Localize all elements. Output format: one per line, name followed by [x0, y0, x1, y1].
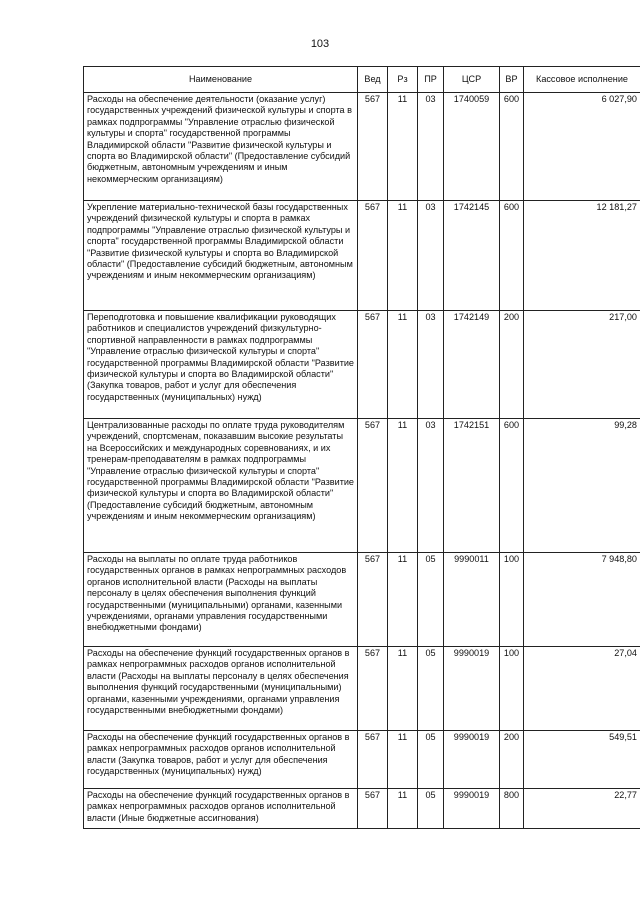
row-name: Переподготовка и повышение квалификации руководящих работников и специалистов учреждений физкультурно-спортивной направленности в рамках подпрограммы "Управление отраслью физической культуры и спорта" государственной программы Владимирской области "Развитие физической культуры и спорта во Владимирской области" (Закупка товаров, работ и услуг для обеспечения государственных (муниципальных) нужд) — [84, 311, 358, 419]
row-sum: 549,51 — [524, 731, 640, 789]
row-rz: 11 — [388, 201, 418, 311]
row-sum: 12 181,27 — [524, 201, 640, 311]
row-vr: 800 — [500, 789, 524, 829]
header-sum: Кассовое исполнение — [524, 67, 640, 93]
table-row — [84, 311, 640, 419]
table-row — [84, 419, 640, 553]
row-name: Расходы на обеспечение функций государственных органов в рамках непрограммных расходов органов исполнительной власти (Закупка товаров, работ и услуг для обеспечения государственных (муниципальных) нужд) — [84, 731, 358, 789]
row-sum: 27,04 — [524, 647, 640, 731]
row-csr: 1742145 — [444, 201, 500, 311]
table-row — [84, 553, 640, 647]
row-ved: 567 — [358, 647, 388, 731]
row-vr: 600 — [500, 419, 524, 553]
table-row — [84, 201, 640, 311]
row-name: Расходы на обеспечение деятельности (оказание услуг) государственных учреждений физической культуры и спорта в рамках подпрограммы "Управление отраслью физической культуры и спорта" государственной программы Владимирской области "Развитие физической культуры и спорта во Владимирской области" (Предоставление субсидий бюджетным, автономным учреждениям и иным некоммерческим организациям) — [84, 93, 358, 201]
row-ved: 567 — [358, 419, 388, 553]
row-rz: 11 — [388, 731, 418, 789]
row-rz: 11 — [388, 311, 418, 419]
row-rz: 11 — [388, 419, 418, 553]
row-pr: 03 — [418, 201, 444, 311]
row-ved: 567 — [358, 731, 388, 789]
table-row — [84, 93, 640, 201]
header-rz: Рз — [388, 67, 418, 93]
budget-table — [83, 66, 640, 829]
row-csr: 9990019 — [444, 789, 500, 829]
row-csr: 9990011 — [444, 553, 500, 647]
table-row — [84, 789, 640, 829]
row-sum: 7 948,80 — [524, 553, 640, 647]
table-row — [84, 647, 640, 731]
row-pr: 03 — [418, 311, 444, 419]
header-vr: ВР — [500, 67, 524, 93]
row-rz: 11 — [388, 789, 418, 829]
row-vr: 100 — [500, 647, 524, 731]
header-ved: Вед — [358, 67, 388, 93]
table-header-row — [84, 67, 640, 93]
header-name: Наименование — [84, 67, 358, 93]
row-sum: 22,77 — [524, 789, 640, 829]
row-vr: 100 — [500, 553, 524, 647]
row-rz: 11 — [388, 647, 418, 731]
row-pr: 05 — [418, 553, 444, 647]
row-ved: 567 — [358, 553, 388, 647]
row-name: Расходы на обеспечение функций государственных органов в рамках непрограммных расходов органов исполнительной власти (Расходы на выплаты персоналу в целях обеспечения выполнения функций государственными (муниципальными) органами, казенными учреждениями, органами управления государственными внебюджетными фондами) — [84, 647, 358, 731]
row-name: Централизованные расходы по оплате труда руководителям учреждений, спортсменам, показавшим высокие результаты на Всероссийских и международных соревнованиях, и их тренерам-преподавателям в рамках подпрограммы "Управление отраслью физической культуры и спорта" государственной программы Владимирской области "Развитие физической культуры и спорта во Владимирской области" (Предоставление субсидий бюджетным, автономным учреждениям и иным некоммерческим организациям) — [84, 419, 358, 553]
row-pr: 03 — [418, 419, 444, 553]
row-ved: 567 — [358, 201, 388, 311]
row-sum: 6 027,90 — [524, 93, 640, 201]
row-pr: 05 — [418, 647, 444, 731]
row-rz: 11 — [388, 553, 418, 647]
row-vr: 200 — [500, 731, 524, 789]
row-csr: 9990019 — [444, 647, 500, 731]
row-ved: 567 — [358, 93, 388, 201]
table-row — [84, 731, 640, 789]
row-sum: 217,00 — [524, 311, 640, 419]
row-ved: 567 — [358, 789, 388, 829]
row-csr: 9990019 — [444, 731, 500, 789]
header-pr: ПР — [418, 67, 444, 93]
page-number: 103 — [310, 38, 330, 50]
row-csr: 1740059 — [444, 93, 500, 201]
row-name: Расходы на обеспечение функций государственных органов в рамках непрограммных расходов органов исполнительной власти (Иные бюджетные ассигнования) — [84, 789, 358, 829]
row-pr: 05 — [418, 731, 444, 789]
row-rz: 11 — [388, 93, 418, 201]
header-csr: ЦСР — [444, 67, 500, 93]
row-csr: 1742151 — [444, 419, 500, 553]
row-pr: 03 — [418, 93, 444, 201]
row-csr: 1742149 — [444, 311, 500, 419]
row-sum: 99,28 — [524, 419, 640, 553]
row-vr: 600 — [500, 93, 524, 201]
row-name: Расходы на выплаты по оплате труда работников государственных органов в рамках непрограммных расходов органов исполнительной власти (Расходы на выплаты персоналу в целях обеспечения выполнения функций государственными (муниципальными) органами, казенными учреждениями, органами управления государственными внебюджетными фондами) — [84, 553, 358, 647]
row-name: Укрепление материально-технической базы государственных учреждений физической культуры и спорта в рамках подпрограммы "Управление отраслью физической культуры и спорта" государственной программы Владимирской области "Развитие физической культуры и спорта во Владимирской области" (Предоставление субсидий бюджетным, автономным учреждениям и иным некоммерческим организациям) — [84, 201, 358, 311]
row-vr: 600 — [500, 201, 524, 311]
row-vr: 200 — [500, 311, 524, 419]
row-pr: 05 — [418, 789, 444, 829]
row-ved: 567 — [358, 311, 388, 419]
